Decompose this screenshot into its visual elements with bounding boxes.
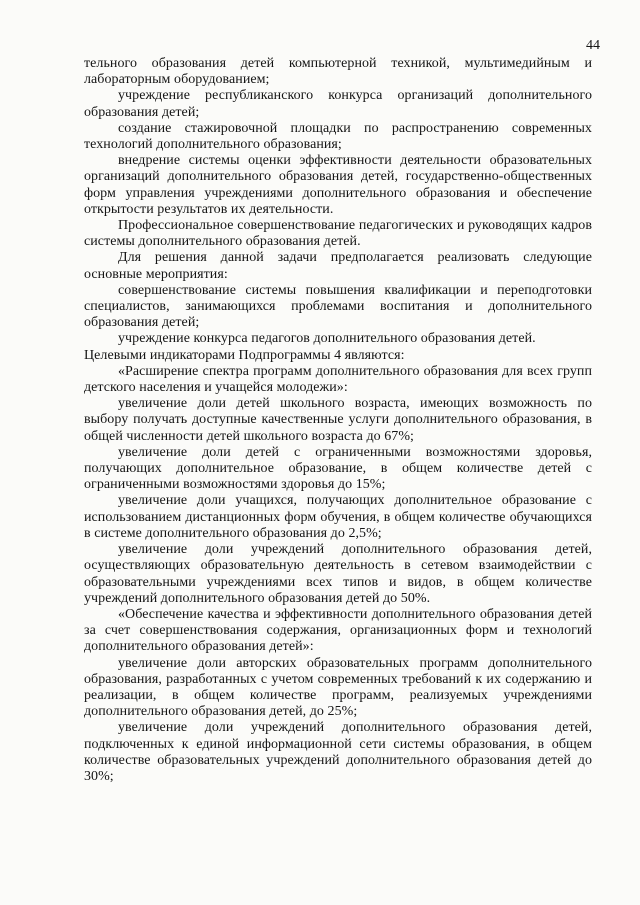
paragraph: совершенствование системы повышения квалификации и переподготовки специалистов, занимающихся проблемами воспитания и дополнительного образования детей; [84, 282, 592, 331]
document-body [84, 56, 592, 785]
paragraph: создание стажировочной площадки по распространению современных технологий дополнительного образования; [84, 120, 592, 153]
page-number: 44 [586, 38, 600, 53]
paragraph: внедрение системы оценки эффективности деятельности образовательных организаций дополнительного образования детей, государственно-общественных форм управления учреждениями дополнительного образования и обеспечение открытости результатов их деятельности. [84, 153, 592, 217]
paragraph-indicators-intro: Целевыми индикаторами Подпрограммы 4 являются: [84, 347, 405, 363]
paragraph: увеличение доли учреждений дополнительного образования детей, подключенных к единой информационной сети системы образования, в общем количестве образовательных учреждений дополнительного образования детей до 30%; [84, 720, 592, 784]
paragraph: увеличение доли авторских образовательных программ дополнительного образования, разработанных с учетом современных требований к их содержанию и реализации, в общем количестве программ, реализуемых учреждениями дополнительного образования детей, до 25%; [84, 655, 592, 720]
paragraph: Профессиональное совершенствование педагогических и руководящих кадров системы дополнительного образования детей. [84, 218, 592, 250]
paragraph: учреждение конкурса педагогов дополнительного образования детей. [118, 331, 536, 347]
paragraph: «Обеспечение качества и эффективности дополнительного образования детей за счет совершенствования содержания, организационных форм и технологий дополнительного образования детей»: [84, 606, 592, 655]
paragraph: увеличение доли детей школьного возраста, имеющих возможность по выбору получать доступные качественные услуги дополнительного образования, в общей численности детей школьного возраста до 67%; [84, 396, 592, 444]
paragraph: учреждение республиканского конкурса организаций дополнительного образования детей; [84, 88, 592, 120]
paragraph: увеличение доли детей с ограниченными возможностями здоровья, получающих дополнительное образование, в общем количестве детей с ограниченными возможностями здоровья до 15%; [84, 444, 592, 493]
paragraph-continuation: тельного образования детей компьютерной техникой, мультимедийным и лабораторным оборудованием; [84, 56, 592, 88]
paragraph: увеличение доли учащихся, получающих дополнительное образование с использованием дистанционных форм обучения, в общем количестве обучающихся в системе дополнительного образования до 2,5%; [84, 493, 592, 541]
paragraph: Для решения данной задачи предполагается реализовать следующие основные мероприятия: [84, 250, 592, 282]
paragraph: «Расширение спектра программ дополнительного образования для всех групп детского населения и учащейся молодежи»: [84, 363, 592, 396]
paragraph: увеличение доли учреждений дополнительного образования детей, осуществляющих образовательную деятельность в сетевом взаимодействии с образовательными учреждениями всех типов и видов, в общем количестве учреждений дополнительного образования детей до 50%. [84, 542, 592, 606]
